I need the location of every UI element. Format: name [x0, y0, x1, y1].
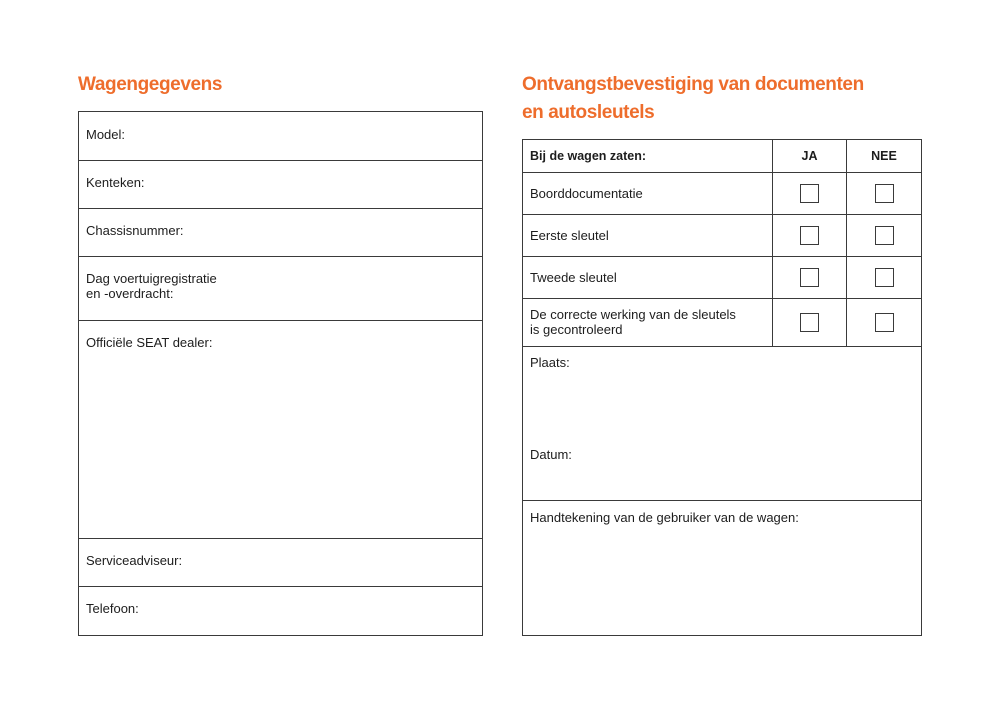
key-check-label-line1: De correcte werking van de sleutels [530, 307, 736, 322]
official-dealer-field[interactable] [79, 320, 482, 539]
chassis-number-field[interactable] [79, 208, 482, 257]
date-label: Datum: [530, 447, 572, 462]
receipt-heading-line2: en autosleutels [522, 102, 655, 123]
key-check-no-checkbox[interactable] [875, 313, 894, 332]
place-label: Plaats: [530, 355, 570, 370]
table-header-row [523, 140, 921, 173]
license-plate-field[interactable] [79, 160, 482, 209]
first-key-no-checkbox[interactable] [875, 226, 894, 245]
official-dealer-label: Officiële SEAT dealer: [86, 335, 213, 350]
header-included-items: Bij de wagen zaten: [523, 140, 773, 172]
row-label-first-key: Eerste sleutel [523, 214, 773, 256]
registration-date-field[interactable] [79, 256, 482, 321]
service-advisor-label: Serviceadviseur: [86, 553, 183, 568]
key-check-label-line2: is gecontroleerd [530, 322, 623, 337]
second-key-yes-checkbox[interactable] [800, 268, 819, 287]
license-plate-label: Kenteken: [86, 175, 145, 190]
table-row [523, 172, 921, 215]
vehicle-details-heading: Wagengegevens [78, 74, 223, 95]
signature-label: Handtekening van de gebruiker van de wagen: [530, 510, 799, 525]
table-row [523, 298, 921, 346]
registration-date-label-line2: en -overdracht: [86, 286, 174, 301]
receipt-heading-line1: Ontvangstbevestiging van documenten [522, 74, 864, 95]
header-yes: JA [773, 140, 847, 172]
chassis-number-label: Chassisnummer: [86, 223, 184, 238]
table-row [523, 256, 921, 299]
header-no: NEE [871, 148, 897, 163]
model-label: Model: [86, 127, 126, 142]
registration-date-label-line1: Dag voertuigregistratie [86, 271, 217, 286]
phone-label: Telefoon: [86, 601, 139, 616]
model-field[interactable] [79, 112, 482, 161]
row-label-onboard-documentation: Boorddocumentatie [523, 172, 773, 214]
receipt-heading [522, 71, 922, 127]
first-key-yes-checkbox[interactable] [800, 226, 819, 245]
onboard-documentation-yes-checkbox[interactable] [800, 184, 819, 203]
documents-keys-table [522, 139, 922, 347]
signature-box[interactable] [522, 500, 922, 636]
row-label-second-key: Tweede sleutel [523, 256, 773, 298]
row-label-key-check [523, 298, 773, 346]
second-key-no-checkbox[interactable] [875, 268, 894, 287]
onboard-documentation-no-checkbox[interactable] [875, 184, 894, 203]
vehicle-details-form [78, 111, 483, 636]
key-check-yes-checkbox[interactable] [800, 313, 819, 332]
service-advisor-field[interactable] [79, 538, 482, 587]
phone-field[interactable] [79, 586, 482, 635]
table-row [523, 214, 921, 257]
place-date-box[interactable] [522, 346, 922, 501]
